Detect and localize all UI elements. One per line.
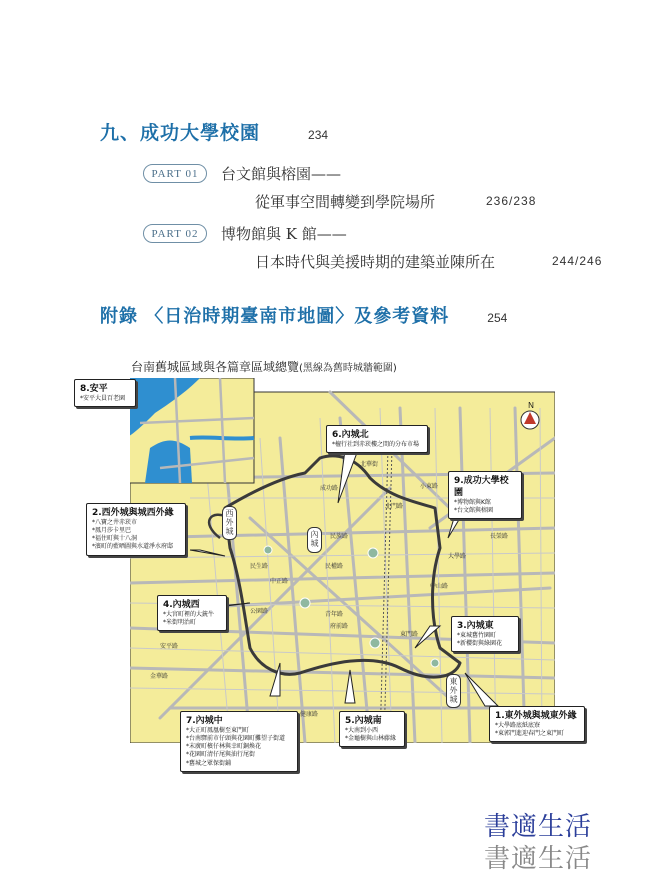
callout-west-outer <box>86 503 186 556</box>
road-label: 中正路 <box>270 578 289 585</box>
callout-item: *安平大員百老園 <box>80 395 126 403</box>
callout-title: 9.成功大學校園 <box>454 476 509 499</box>
appendix-page: 254 <box>487 311 508 325</box>
road-label: 北門路 <box>385 503 404 510</box>
callout-item: *末廣町檳仔林與幸町銅煥花 <box>186 743 262 751</box>
callout-east-outer <box>489 706 585 742</box>
road-label: 小東路 <box>420 483 439 490</box>
callout-anping <box>74 379 136 407</box>
callout-item: *舊城之眾保街鋪 <box>186 759 232 767</box>
map-title-text: 台南舊城區域與各篇章區域總覽 <box>131 360 300 374</box>
callout-item: *八寶之井赤崁市 <box>92 519 138 527</box>
part-subtitle: 日本時代與美援時期的建築並陳所在 <box>255 253 496 271</box>
callout-item: *新櫻街與綠園花 <box>457 640 503 648</box>
callout-item: *福住町與十八洞 <box>92 535 138 543</box>
part-title: 台文館與榕園—— <box>221 165 342 183</box>
callout-title: 6.內城北 <box>332 430 369 440</box>
callout-item: *大宮町裡的大銃牛 <box>163 611 215 619</box>
zone-tag-east-outer: 東外城 <box>446 674 461 708</box>
callout-inner-center <box>180 711 298 772</box>
road-label: 中山路 <box>430 583 449 590</box>
callout-item: *鳳月莎卡里巴 <box>92 527 132 535</box>
callout-inner-north <box>326 425 428 453</box>
callout-item: *台文館與榕園 <box>454 507 494 515</box>
callout-item: *大正町鳳凰樹至東門町 <box>186 727 250 735</box>
callout-inner-south <box>339 711 405 747</box>
callout-item: *台南驛前市仔頭與花園町攤望子街道 <box>186 735 286 743</box>
brand-mark-blue: 書適生活 <box>484 812 593 842</box>
part-badge: PART 01 <box>143 164 207 183</box>
map-title-note: (黑線為舊時城牆範圍) <box>299 363 397 374</box>
inset-harbor <box>145 441 192 484</box>
callout-title: 8.安平 <box>80 384 108 394</box>
appendix-title: 附錄 〈日治時期臺南市地圖〉及參考資料 <box>100 306 450 327</box>
chapter-title: 九、成功大學校園 <box>100 122 261 144</box>
callout-item: *米街明治町 <box>163 619 197 627</box>
road-label: 金華路 <box>150 673 169 680</box>
part-subtitle: 從軍事空間轉變到學院場所 <box>255 193 436 211</box>
road-label: 成功路 <box>320 485 339 492</box>
callout-title: 7.內城中 <box>186 716 223 726</box>
callout-item: *東城舊竹園町 <box>457 632 497 640</box>
map-title <box>131 358 397 375</box>
road-label: 大學路 <box>448 553 467 560</box>
road-label: 健康路 <box>300 711 319 718</box>
zone-tag-west-outer: 西外城 <box>222 506 237 540</box>
callout-item: *金龜樹與山林藤緣 <box>345 735 397 743</box>
road-label: 安平路 <box>160 643 179 650</box>
callout-title: 3.內城東 <box>457 621 494 631</box>
road-label: 東門路 <box>400 631 419 638</box>
callout-title: 5.內城南 <box>345 716 382 726</box>
part-01 <box>143 163 341 184</box>
road-label: 長榮路 <box>490 533 509 540</box>
part-badge: PART 02 <box>143 224 207 243</box>
callout-item: *濱町的藍晒圖與水道淨水府邸 <box>92 543 174 551</box>
road-label: 青年路 <box>325 611 344 618</box>
part-title: 博物館與 K 館—— <box>221 225 347 243</box>
callout-item: *花園町清仔尾與油行尾街 <box>186 751 256 759</box>
anping-inset <box>130 378 254 483</box>
callout-ncku <box>448 471 522 519</box>
zone-tag-inner: 內城 <box>307 527 322 553</box>
brand-mark-gray: 書適生活 <box>484 844 593 874</box>
callout-title: 2.西外城與城西外緣 <box>92 508 174 518</box>
road-label: 府前路 <box>330 623 349 630</box>
callout-inner-west <box>157 595 227 631</box>
callout-title: 1.東外城與城東外緣 <box>495 711 577 721</box>
callout-item: *東郭門進迎春門之東門町 <box>495 730 565 738</box>
callout-item: *博物館與K館 <box>454 499 491 507</box>
chapter-page: 234 <box>308 128 329 142</box>
road-label: 民權路 <box>325 563 344 570</box>
part-02 <box>143 223 347 244</box>
callout-item: *大南到小西 <box>345 727 379 735</box>
road-label: 北華街 <box>360 461 379 468</box>
callout-item: *檀行社到赤崁樓之間的分布市場 <box>332 441 420 449</box>
callout-item: *大學路底紙底寮 <box>495 722 541 730</box>
road-label: 民生路 <box>250 563 269 570</box>
north-label: N <box>528 401 534 410</box>
part-pages: 244/246 <box>552 254 603 268</box>
road-label: 公園路 <box>250 608 269 615</box>
appendix-heading <box>100 302 507 328</box>
callout-inner-east <box>451 616 519 652</box>
callout-title: 4.內城西 <box>163 600 200 610</box>
part-pages: 236/238 <box>486 194 537 208</box>
chapter-heading <box>100 118 328 145</box>
road-label: 民族路 <box>330 533 349 540</box>
